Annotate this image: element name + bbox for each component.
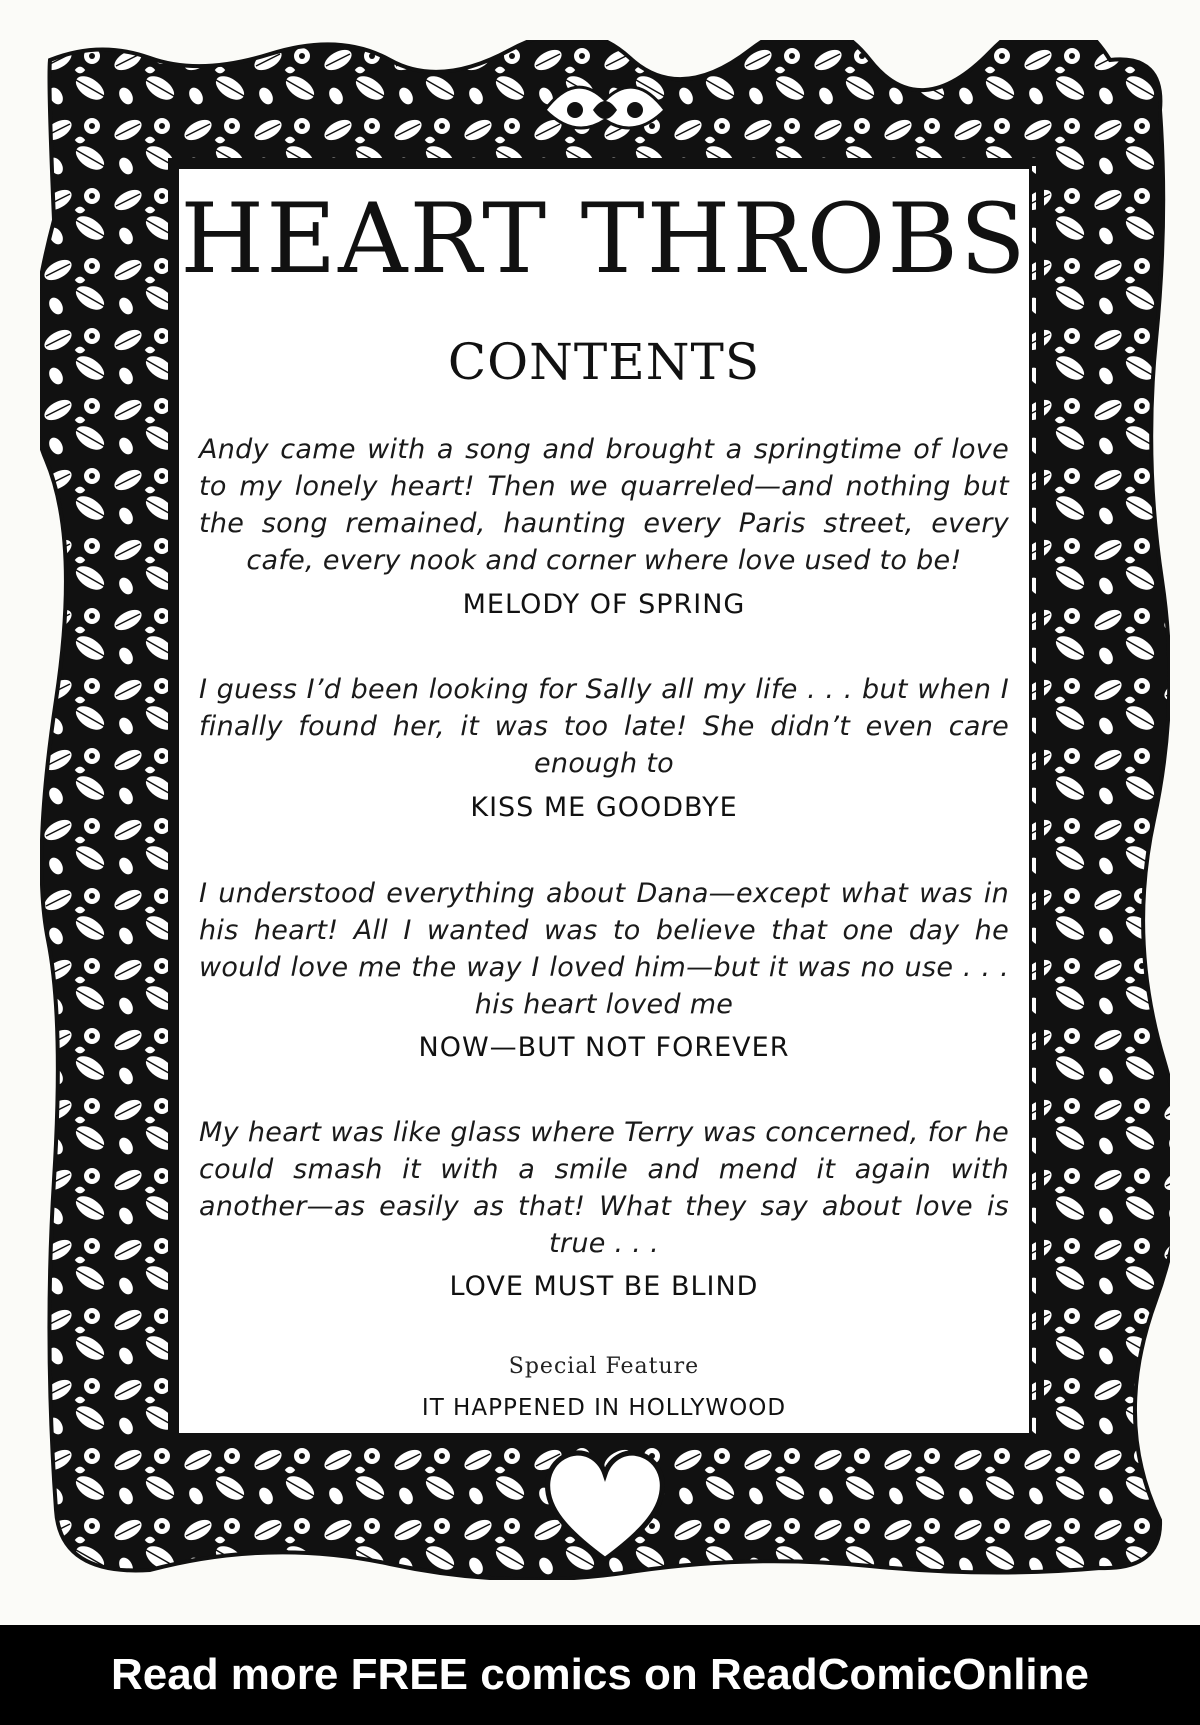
story-title: MELODY OF SPRING [462,589,746,620]
story-blurb: I guess I’d been looking for Sally all my life . . . but when I finally found her, it was too late! She didn’t even care enough to [199,674,1009,779]
story-title: LOVE MUST BE BLIND [449,1271,759,1302]
story-blurb: I understood everything about Dana—except what was in his heart! All I wanted was to believe that one day he would love me the way I loved him—but it was no use . . . his heart loved me [199,878,1009,1020]
read-more-banner-link[interactable]: Read more FREE comics on ReadComicOnline [0,1625,1200,1725]
page-title: HEART THROBS [180,183,1028,295]
story-title: KISS ME GOODBYE [470,792,738,823]
story-blurb: Andy came with a song and brought a springtime of love to my lonely heart! Then we quarreled—and nothing but the song remained, haunting every Paris street, every cafe, every nook and corner where love used to be! [199,434,1009,576]
contents-panel [176,166,1032,1436]
story-blurb: My heart was like glass where Terry was concerned, for he could smash it with a smile and mend it again with another—as easily as that! What they say about love is true . . . [199,1117,1009,1259]
special-feature-title: IT HAPPENED IN HOLLYWOOD [421,1395,787,1421]
special-feature-label: Special Feature [508,1354,700,1379]
contents-heading: CONTENTS [447,333,761,391]
story-title: NOW—BUT NOT FOREVER [418,1032,790,1063]
heart-icon [540,1440,670,1570]
